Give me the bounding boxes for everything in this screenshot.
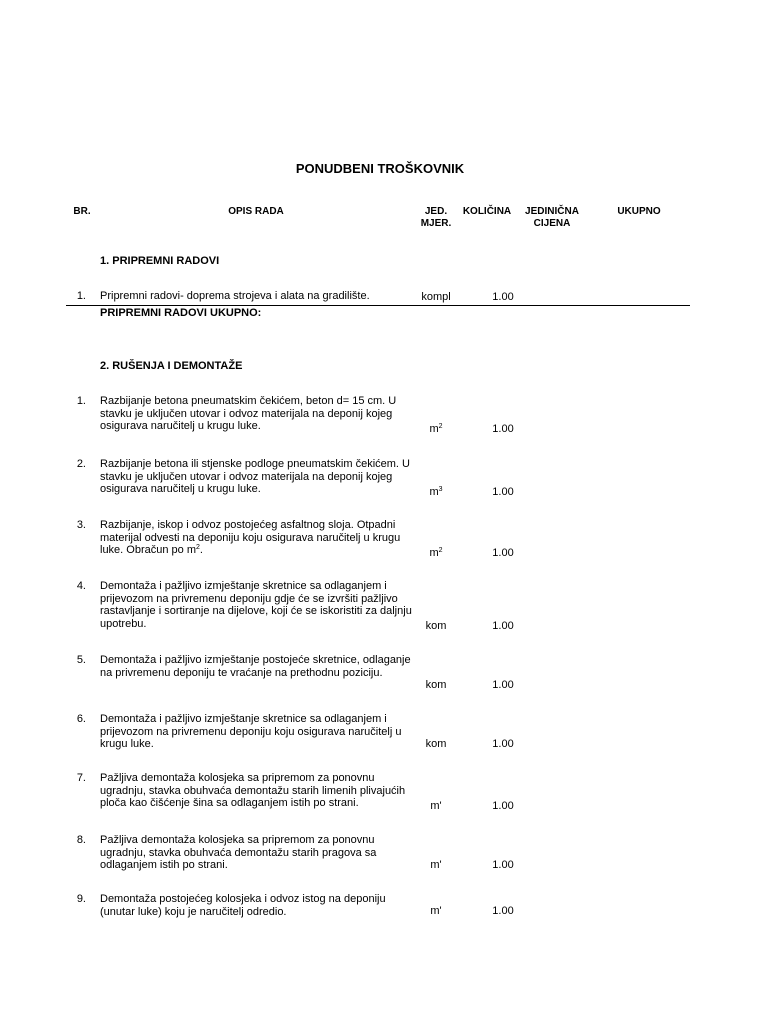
item-quantity: 1.00 <box>492 547 514 559</box>
item-unit: m' <box>430 800 442 812</box>
item-unit: kom <box>425 738 447 750</box>
item-unit: $m^2$ <box>429 423 443 435</box>
item-unit: kom <box>425 679 447 691</box>
item-quantity: 1.00 <box>492 486 514 498</box>
col-header-jed-mjer: JED. MJER. <box>420 206 452 229</box>
item-description: Pažljiva demontaža kolosjeka sa pripremom za ponovnu ugradnju, stavka obuhvaća demontažu starih pragova sa odlaganjem istih po strani. <box>100 834 377 871</box>
item-number: 4. <box>76 580 86 592</box>
item-quantity: 1.00 <box>492 800 514 812</box>
section-heading: 1. PRIPREMNI RADOVI <box>100 255 220 267</box>
item-number: 5. <box>76 654 86 666</box>
item-description: Demontaža i pažljivo izmještanje postojeće skretnice, odlaganje na privremenu deponiju te vraćanje na prethodnu poziciju. <box>100 654 411 679</box>
item-description: Razbijanje, iskop i odvoz postojećeg asfaltnog sloja. Otpadni materijal odvesti na deponiju koju osigurava naručitelj u krugu luke. Obračun po $m^2$. <box>100 519 401 556</box>
item-number: 3. <box>76 519 86 531</box>
item-description: Demontaža i pažljivo izmještanje skretnice sa odlaganjem i prijevozom na privremenu deponiju gdje će se izvršiti pažljivo rastavljanje i sortiranje na dijelove, koji će se iskoristiti za daljnju upotrebu. <box>100 580 412 630</box>
section-total-rule <box>66 305 690 306</box>
item-quantity: 1.00 <box>492 905 514 917</box>
col-header-br: BR. <box>73 206 91 217</box>
item-number: 6. <box>76 713 86 725</box>
item-number: 9. <box>76 893 86 905</box>
item-description: Razbijanje betona ili stjenske podloge pneumatskim čekićem. U stavku je uključen utovar i odvoz materijala na deponij kojeg osigurava naručitelj u krugu luke. <box>100 458 410 495</box>
item-description: Pripremni radovi- doprema strojeva i alata na gradilište. <box>100 290 370 302</box>
item-quantity: 1.00 <box>492 291 514 303</box>
item-unit: m' <box>430 905 442 917</box>
item-description: Pažljiva demontaža kolosjeka sa pripremom za ponovnu ugradnju, stavka obuhvaća demontažu starih limenih plivajućih ploča kao čišćenje šina sa odlaganjem istih po strani. <box>100 772 406 809</box>
item-unit: kom <box>425 620 447 632</box>
item-number: 7. <box>76 772 86 784</box>
item-unit: kompl <box>421 291 451 303</box>
item-number: 1. <box>76 290 86 302</box>
col-header-opis: OPIS RADA <box>228 206 284 217</box>
item-quantity: 1.00 <box>492 679 514 691</box>
item-description: Razbijanje betona pneumatskim čekićem, beton d= 15 cm. U stavku je uključen utovar i odvoz materijala na deponij kojeg osigurava naručitelj u krugu luke. <box>100 395 397 432</box>
document-title: PONUDBENI TROŠKOVNIK <box>295 161 465 176</box>
item-quantity: 1.00 <box>492 738 514 750</box>
section-heading: 2. RUŠENJA I DEMONTAŽE <box>100 360 243 372</box>
item-unit: $m^3$ <box>429 486 443 498</box>
item-unit: $m^2$ <box>429 547 443 559</box>
col-header-kolicina: KOLIČINA <box>462 206 512 217</box>
col-header-jed-cijena: JEDINIČNA CIJENA <box>525 206 579 229</box>
col-header-ukupno: UKUPNO <box>617 206 661 217</box>
item-quantity: 1.00 <box>492 859 514 871</box>
item-description: Demontaža postojećeg kolosjeka i odvoz istog na deponiju (unutar luke) koju je naručitelj odredio. <box>100 893 386 918</box>
section-total-label: PRIPREMNI RADOVI UKUPNO: <box>100 307 262 319</box>
item-quantity: 1.00 <box>492 620 514 632</box>
item-number: 2. <box>76 458 86 470</box>
item-quantity: 1.00 <box>492 423 514 435</box>
item-unit: m' <box>430 859 442 871</box>
item-description: Demontaža i pažljivo izmještanje skretnice sa odlaganjem i prijevozom na privremenu deponiju koju osigurava naručitelj u krugu luke. <box>100 713 402 750</box>
item-number: 8. <box>76 834 86 846</box>
item-number: 1. <box>76 395 86 407</box>
